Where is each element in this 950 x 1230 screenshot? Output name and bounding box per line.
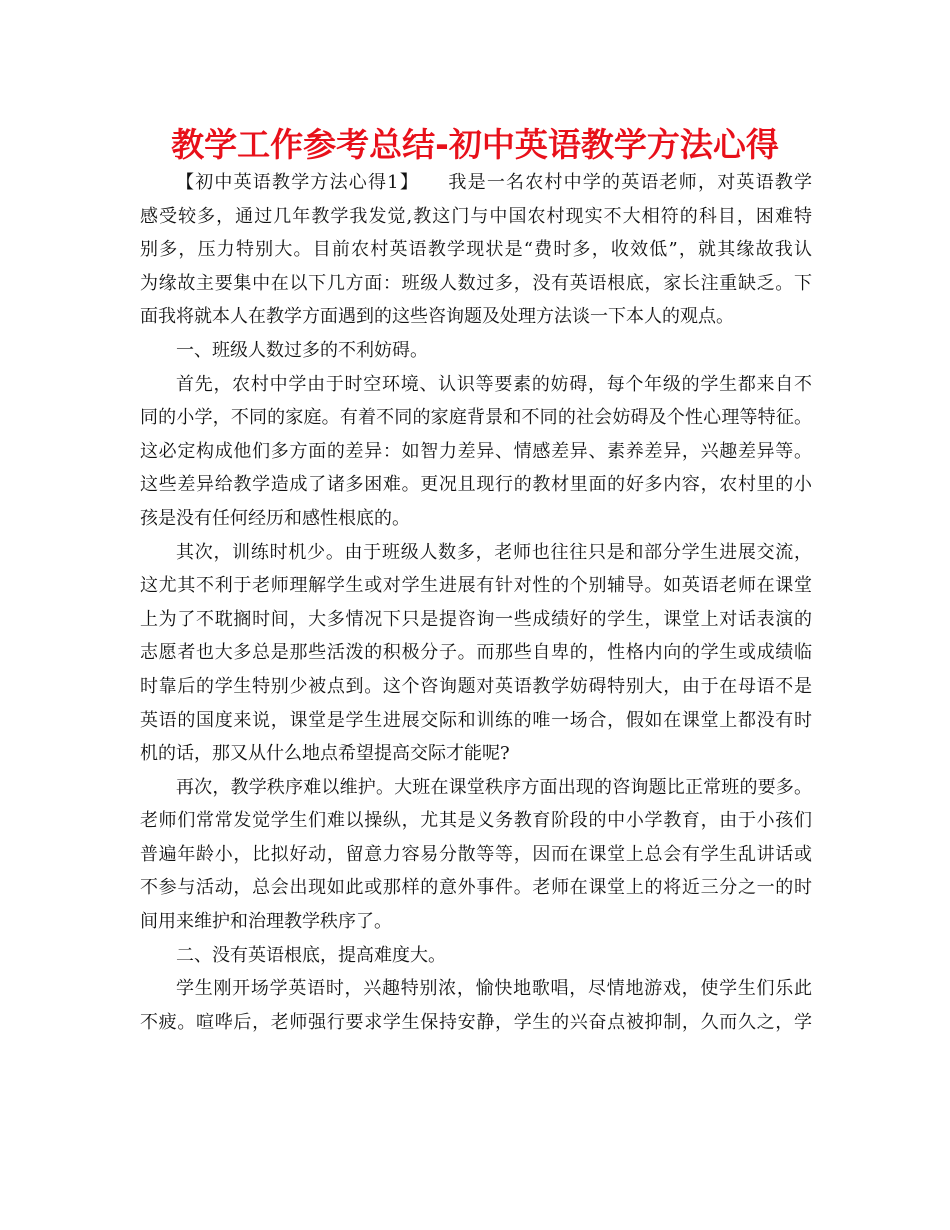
document-body — [140, 166, 812, 1039]
body-line: 志愿者也大多总是那些活泼的积极分子。而那些自卑的，性格内向的学生或成绩临 — [140, 642, 812, 664]
body-line: 机的话，那又从什么地点希望提高交际才能呢? — [140, 743, 510, 765]
body-line: 为缘故主要集中在以下几方面：班级人数过多，没有英语根底，家长注重缺乏。下 — [140, 272, 812, 294]
section-heading: 一、班级人数过多的不利妨碍。 — [176, 339, 428, 361]
body-line: 学生刚开场学英语时，兴趣特别浓，愉快地歌唱，尽情地游戏，使学生们乐此 — [176, 978, 812, 1000]
body-line: 这些差异给教学造成了诸多困难。更况且现行的教材里面的好多内容，农村里的小 — [140, 474, 812, 496]
body-line: 普遍年龄小，比拟好动，留意力容易分散等等，因而在课堂上总会有学生乱讲话或 — [140, 843, 812, 865]
body-line: 【初中英语教学方法心得1】 我是一名农村中学的英语老师，对英语教学 — [176, 172, 812, 193]
body-line: 这必定构成他们多方面的差异：如智力差异、情感差异、素养差异，兴趣差异等。 — [140, 440, 812, 462]
body-line: 孩是没有任何经历和感性根底的。 — [140, 507, 410, 529]
body-line: 间用来维护和治理教学秩序了。 — [140, 911, 392, 933]
body-line: 时靠后的学生特别少被点到。这个咨询题对英语教学妨碍特别大，由于在母语不是 — [140, 675, 812, 697]
document-title: 教学工作参考总结-初中英语教学方法心得 — [171, 125, 779, 164]
body-line: 这尤其不利于老师理解学生或对学生进展有针对性的个别辅导。如英语老师在课堂 — [140, 575, 812, 597]
body-line: 再次，教学秩序难以维护。大班在课堂秩序方面出现的咨询题比正常班的要多。 — [176, 776, 812, 798]
body-line: 面我将就本人在教学方面遇到的这些咨询题及处理方法谈一下本人的观点。 — [140, 306, 734, 328]
body-line: 不疲。喧哗后，老师强行要求学生保持安静，学生的兴奋点被抑制，久而久之，学 — [140, 1011, 812, 1033]
body-line: 老师们常常发觉学生们难以操纵，尤其是义务教育阶段的中小学教育，由于小孩们 — [140, 810, 812, 832]
section-heading: 二、没有英语根底，提高难度大。 — [176, 944, 446, 966]
body-line: 同的小学，不同的家庭。有着不同的家庭背景和不同的社会妨碍及个性心理等特征。 — [140, 407, 812, 429]
body-line: 感受较多，通过几年教学我发觉,教这门与中国农村现实不大相符的科目，困难特 — [140, 205, 812, 227]
body-line: 不参与活动，总会出现如此或那样的意外事件。老师在课堂上的将近三分之一的时 — [140, 877, 812, 899]
body-line: 上为了不耽搁时间，大多情况下只是提咨询一些成绩好的学生，课堂上对话表演的 — [140, 608, 812, 630]
body-line: 其次，训练时机少。由于班级人数多，老师也往往只是和部分学生进展交流， — [176, 541, 812, 563]
body-line: 英语的国度来说，课堂是学生进展交际和训练的唯一场合，假如在课堂上都没有时 — [140, 709, 812, 731]
body-line: 别多，压力特别大。目前农村英语教学现状是“费时多，收效低”，就其缘故我认 — [140, 239, 812, 261]
body-line: 首先，农村中学由于时空环境、认识等要素的妨碍，每个年级的学生都来自不 — [176, 373, 812, 395]
